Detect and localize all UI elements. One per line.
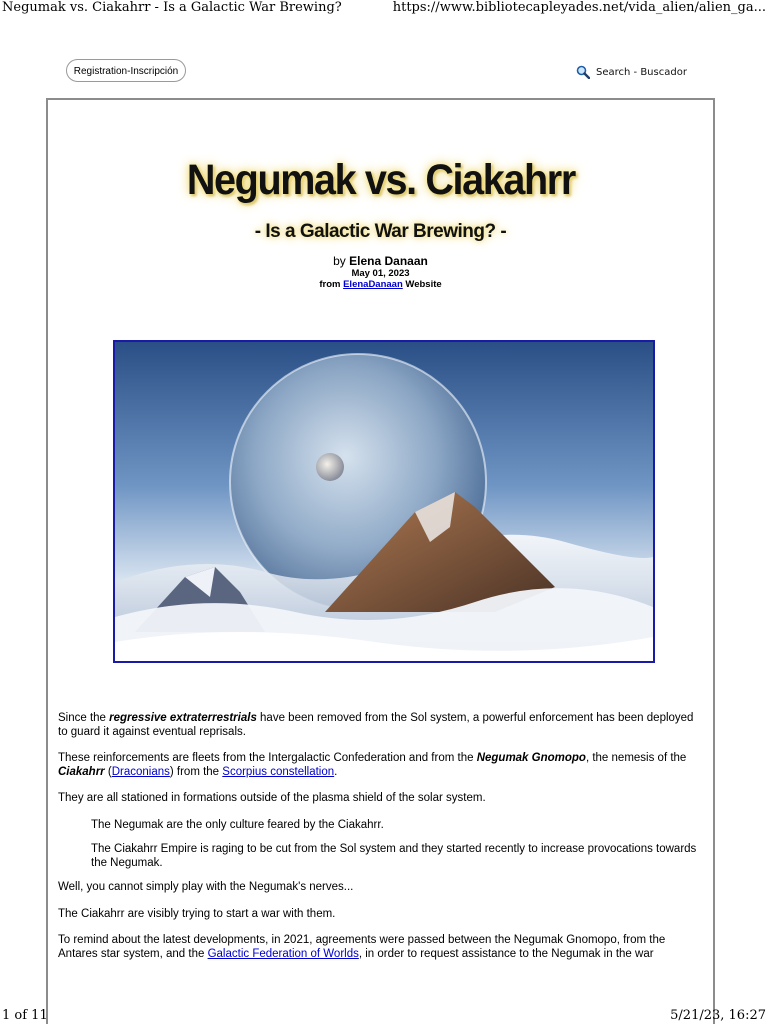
quote-2: The Ciakahrr Empire is raging to be cut from the Sol system and they started recently to increase provocations towards the Negumak. bbox=[91, 843, 697, 869]
quote-1: The Negumak are the only culture feared by the Ciakahrr. bbox=[91, 818, 384, 831]
print-header-title: Negumak vs. Ciakahrr - Is a Galactic War Brewing? bbox=[2, 0, 342, 15]
page-counter: 1 of 11 bbox=[2, 1008, 48, 1023]
registration-button[interactable]: Registration-Inscripción bbox=[66, 59, 186, 82]
byline bbox=[48, 254, 713, 268]
paragraph-5: The Ciakahrr are visibly trying to start a war with them. bbox=[58, 907, 336, 920]
print-timestamp: 5/21/23, 16:27 bbox=[670, 1008, 766, 1023]
emphasis-ciakahrr: Ciakahrr bbox=[58, 765, 105, 778]
article-body bbox=[58, 712, 701, 974]
source-suffix: Website bbox=[405, 279, 442, 290]
paragraph-1: Since the regressive extraterrestrials have been removed from the Sol system, a powerful enforcement has been deployed to guard it against eventual reprisals. bbox=[58, 712, 694, 738]
search-link[interactable] bbox=[576, 64, 687, 80]
source-prefix: from bbox=[319, 279, 341, 290]
emphasis-regressive: regressive extraterrestrials bbox=[109, 712, 257, 724]
planet-mountain-illustration bbox=[115, 342, 653, 661]
byline-prefix: by bbox=[333, 254, 346, 268]
galactic-federation-link[interactable]: Galactic Federation of Worlds bbox=[207, 947, 359, 960]
paragraph-4: Well, you cannot simply play with the Negumak's nerves... bbox=[58, 881, 354, 893]
hero-image bbox=[113, 340, 655, 663]
search-label: Search - Buscador bbox=[596, 66, 687, 78]
title-wrap bbox=[48, 156, 713, 205]
page-title: Negumak vs. Ciakahrr bbox=[186, 156, 575, 204]
paragraph-2: These reinforcements are fleets from the Intergalactic Confederation and from the Negumak Gnomopo, the nemesis of the Ciakahrr (Draconians) from the Scorpius constellation. bbox=[58, 752, 687, 778]
publish-date: May 01, 2023 bbox=[351, 268, 410, 279]
author-name: Elena Danaan bbox=[349, 254, 428, 268]
source-line bbox=[48, 279, 713, 290]
content-box bbox=[46, 98, 715, 1024]
scorpius-link[interactable]: Scorpius constellation bbox=[222, 765, 335, 778]
emphasis-negumak: Negumak Gnomopo bbox=[476, 752, 586, 764]
paragraph-6: To remind about the latest developments, in 2021, agreements were passed between the Negumak Gnomopo, from the Antares star system, and the Galactic Federation of Worlds, in order to request assistance to the Negumak in the war bbox=[58, 934, 666, 960]
source-link[interactable]: ElenaDanaan bbox=[343, 279, 403, 290]
print-footer bbox=[0, 1008, 768, 1026]
print-header-url: https://www.bibliotecapleyades.net/vida_alien/alien_ga... bbox=[392, 0, 766, 15]
print-header bbox=[0, 0, 768, 18]
paragraph-3: They are all stationed in formations outside of the plasma shield of the solar system. bbox=[58, 792, 486, 804]
draconians-link[interactable]: Draconians bbox=[111, 765, 170, 778]
magnifier-icon bbox=[576, 65, 590, 79]
page-subtitle: - Is a Galactic War Brewing? - bbox=[254, 221, 507, 242]
